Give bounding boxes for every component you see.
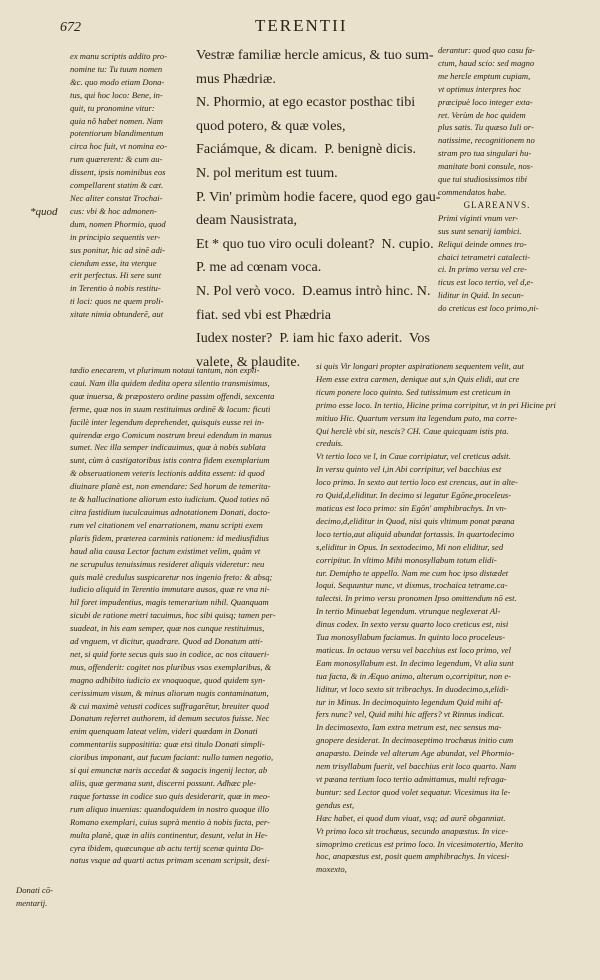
margin-note-quod: *quod [30, 206, 58, 218]
text-line: nomine tu: Tu tuum nomen [70, 63, 163, 74]
margin-note-line: mentarij. [16, 897, 48, 908]
verse-line: valete, & plaudite. [196, 353, 301, 370]
commentary-line: nem trisyllabum fuerit, vel bacchius erit loco quarto. Nam [316, 761, 517, 772]
commentary-line: Vt primo loco sit trochæus, secundo anapæstus. In vice- [316, 825, 509, 836]
commentary-line: quirendæ ergo Comicum nostrum breui edendum in manus [70, 429, 272, 440]
commentary-line: primo esse loco. In tertio, Hicine prima corripitur, vt in pri Hicine pri [316, 399, 556, 410]
commentary-line: mitiuo Hic. Quartum versum ita legendum puto, ma corre- [316, 412, 518, 423]
text-line: præcipuè loco integer exta- [438, 96, 533, 107]
commentary-line: vt pæana tertium loco tertio admittamus, multi refraga- [316, 774, 507, 784]
commentary-line: facilè inter legendum deprehendet, quisquis eusse rei in- [70, 416, 265, 427]
play-text-column [196, 44, 441, 374]
commentary-line: magno adhibito iudicio ex vnoquoque, quod quidem syn- [70, 674, 266, 685]
text-line: commendatos habe. [438, 186, 507, 197]
text-line: ex manu scriptis addito pro- [70, 51, 168, 61]
text-line: vt optimus interpres hoc [438, 83, 521, 94]
commentary-line: tædio enecarem, vt plurimum notaui tantum, non expli- [70, 365, 260, 375]
text-line: cus: vbi & hoc admonen- [70, 205, 157, 216]
commentary-line: ticum ponere loco quinto. Sed tutissimum est creticum in [316, 386, 511, 397]
text-line: in Terentio à nobis restitu- [70, 283, 161, 294]
verse-line: P. Vin' primùm hodie facere, quod ego gau- [196, 188, 441, 205]
commentary-line: Eam monosyllabum est. In decimo legendum, Vt alia sunt [316, 657, 514, 668]
commentary-line: Romano exemplari, cuius suprà mentio à nobis facta, per- [70, 816, 270, 827]
commentary-line: Hæc habet, ei quod dum viuat, vsq; ad aurē obganniat. [316, 812, 506, 823]
commentary-line: cyra ibidem, quæcunque ab actu tertij scenæ quinta Do- [70, 842, 264, 853]
gloss-line: sus sunt senarij iambici. [438, 225, 522, 236]
commentary-line: mus, offenderit: cogitet nos pluribus vsos exemplaribus, & [70, 661, 272, 672]
text-line: rum quærerent: & cum au- [70, 154, 163, 165]
text-line: potentiorum blandimentum [70, 128, 164, 139]
commentary-line: Qui herclè vbi sit, nescis? CH. Caue quicquam istis pta. [316, 425, 509, 436]
commentary-line: cioribus imponant, aut fucum faciant: nullo tamen negotio, [70, 752, 274, 763]
commentary-line: rum vel citationem vel enarrationem, manu scripti exem [70, 519, 263, 530]
text-line: quit, tu pronomine vitur: [70, 102, 155, 113]
text-line: derantur: quod quo casu fa- [438, 45, 535, 55]
text-line: Nec aliter constat Trochai- [70, 192, 163, 203]
commentary-line: tur. Demipho te appello. Nam me cum hoc ipso distædet [316, 567, 509, 578]
verse-line: P. me ad cœnam voca. [196, 259, 322, 276]
commentary-line: loco primo. In sexto aut tertio loco est crencus, aut in alte- [316, 477, 518, 488]
commentary-line: natus vsque ad quarti actus primam scenam scripsit, desi- [70, 855, 270, 866]
commentary-line: ro Quid,d,eliditur. In decimo si legatur Egōne,proceleus- [316, 490, 512, 501]
commentary-line: tua facta, & in Æquo animo, alterum o,corripitur, non e- [316, 670, 512, 681]
commentary-line: maticus est loco primo: sin Egōn' amphibrachys. In vn- [316, 502, 507, 513]
verse-line: deam Nausistrata, [196, 212, 297, 229]
commentary-line: Tua monosyllabum faciamus. In quinto loco proceleus- [316, 632, 505, 643]
commentary-line: si quis Vir longari propter aspirationem sequentem velit, aut [316, 361, 524, 371]
gloss-line: liditur in Quid. In secun- [438, 290, 524, 301]
commentary-line: aliis, quæ germana sunt, discerni possunt. Adhæc ple- [70, 778, 257, 788]
commentary-line: maticus. In octauo versu vel bacchius est loco primo, vel [316, 644, 511, 655]
commentary-line: corripitur. In vltimo Mihi monosyllabum totum elidi- [316, 554, 497, 565]
commentary-line: gnopere desiderat. In decimoseptimo trochæus initio cum [316, 735, 514, 746]
text-line: ctum, haud scio: sed magno [438, 57, 535, 68]
text-line: dissent, ipsis nominibus eos [70, 167, 166, 178]
commentary-line: hoc, anapæstus est, posit quem amphibrachys. In vicesi- [316, 851, 510, 862]
gloss-line: Primi viginti vnum ver- [438, 212, 519, 223]
text-line: que tui studiosissimos tibi [438, 174, 528, 185]
commentary-line: s,eliditur in Opus. In sextodecimo, Mi non eliditur, sed [316, 541, 504, 552]
glareanus-heading: GLAREANVS. [463, 199, 531, 210]
lower-right-commentary [316, 360, 568, 876]
text-line: dum, nomen Phormio, quod [70, 218, 166, 229]
text-line: &c. quo modo etiam Dona- [70, 76, 165, 87]
commentary-line: te & hallucinatione aliorum esto iudicium. Quod toties nō [70, 494, 270, 505]
commentary-line: cerissimum visum, & minus aliorum nugis contaminatum, [70, 687, 269, 698]
commentary-line: si qui emunctæ naris accedat & sagacis ingenij lector, ab [70, 765, 268, 776]
commentary-line: commentariis supposititia: quæ etsi titulo Donati simpli- [70, 739, 265, 750]
commentary-line: In decimosexto, Iam extra metrum est, nec sensus ma- [316, 722, 502, 733]
text-line: ret. Verùm de hoc quidem [438, 109, 526, 120]
commentary-line: ferme, quæ nos in suum restituimus ordinē & locum: ficuti [70, 403, 271, 414]
text-line: manitate boni consule, nos- [438, 161, 533, 172]
text-line: circa hoc fuit, vt nomina eo- [70, 141, 168, 152]
commentary-line: moxexto, [316, 864, 347, 875]
text-line: tus, qui hoc loco: Bene, in- [70, 89, 163, 100]
commentary-line: ne scrupulus tenuissimus resideret aliquis videretur: neu [70, 558, 265, 569]
margin-note-line: Donati cō- [16, 885, 53, 895]
verse-line: Faciámque, & dicam. P. benignè dicis. [196, 141, 416, 158]
commentary-line: rum aliquo inuenias: quandoquidem in nostro quoque illo [70, 803, 270, 814]
right-commentary-column [438, 44, 556, 315]
commentary-line: net, si quid forte secus quis suo in codice, ac nos citaueri- [70, 648, 270, 659]
commentary-line: enim quenquam lateat velim, videri quædam in Donati [70, 726, 258, 737]
text-line: stram pro tua singulari hu- [438, 148, 532, 159]
commentary-line: anapæsto. Deinde vel alterum Age abundat, vel Phormio- [316, 748, 515, 759]
commentary-line: iudicio aliquid in Terentio immutare ausos, quæ re vna ni- [70, 584, 270, 595]
commentary-line: Hem esse extra carmen, denique aut s,in Quis elidi, aut cre [316, 373, 520, 384]
gloss-line: ticus est loco tertio, vel d,e- [438, 277, 534, 288]
commentary-line: sumet. Nec illa semper indicauimus, quæ à nobis sublata [70, 442, 266, 453]
text-line: erit perfectus. Hi sere sunt [70, 270, 162, 281]
commentary-line: simoprimo creticus est primo loco. In vicesimotertio, Merito [316, 838, 524, 849]
commentary-line: suadeat, in his eam semper, quæ nos cunque restituimus, [70, 623, 265, 634]
commentary-line: Donatum referret authorem, id demum secutos fuisse. Nec [70, 713, 270, 724]
commentary-line: caui. Nam illa quidem dedita opera silentio transmisimus, [70, 377, 270, 388]
commentary-line: tur in Minus. In decimoquinto legendum Quid mihi af- [316, 696, 503, 707]
left-commentary-column [70, 50, 190, 321]
commentary-line: talectsi. In primo versu pronomen Ipso omittendum nō est. [316, 593, 517, 604]
commentary-line: creduis. [316, 438, 344, 449]
commentary-line: raque fortasse in codice suo quis desiderarit, quæ in meo- [70, 790, 271, 801]
text-line: plus satis. Tu quæso Iuli or- [438, 122, 534, 133]
verse-line: N. Phormio, at ego ecastor posthac tibi [196, 94, 416, 111]
commentary-line: plaris fidem, præterea carminis rationem: id mediusfidius [70, 532, 270, 543]
commentary-line: gendus est, [316, 799, 355, 810]
commentary-line: quis malè credulus suspicaretur nos ingenio freto: & absq; [70, 571, 273, 582]
commentary-line: ad vnguem, vt dicitur, quadrare. Quod ad Donatum atti- [70, 636, 263, 647]
verse-line: fiat. sed vbi est Phædria [196, 306, 332, 323]
verse-line: N. Pol verò voco. D.eamus intrò hinc. N. [196, 282, 431, 299]
verse-line: Vestræ familiæ hercle amicus, & tuo sum- [196, 47, 434, 63]
text-line: xitate nimia obtunderē, aut [70, 309, 164, 320]
commentary-line: buntur: sed Lector quod volet sequatur. Vicesimus ita le- [316, 786, 511, 797]
commentary-line: hil foret impudentius, magis temerarium nihil. Quanquam [70, 597, 269, 608]
running-head: TERENTII [255, 16, 348, 35]
commentary-line: dinus codex. In sexto versu quarto loco creticus est, nisi [316, 619, 509, 630]
commentary-line: & cui maximè vetusti codices suffragarētur, breuiter quod [70, 700, 269, 711]
text-line: compellarent statim & cæt. [70, 180, 164, 191]
margin-note-donati [16, 884, 68, 910]
gloss-line: Reliqui deinde omnes tro- [438, 238, 527, 249]
text-line: sus ponitur, hic ad sinē adi- [70, 244, 166, 255]
commentary-line: & obseruationem veteris lectionis addita essent: id quod [70, 468, 265, 479]
commentary-line: In versu quinto vel i,in Abi corripitur, vel bacchius est [316, 464, 502, 475]
lower-left-commentary [70, 364, 316, 867]
text-line: natissime, recognitionem no [438, 135, 535, 146]
gloss-line: chaici tetrametri catalecti- [438, 251, 531, 262]
commentary-line: citra fastidium iuculcauimus adnotationem Donati, docto- [70, 506, 271, 517]
commentary-line: decimo,d,eliditur in Quod, nisi quis vltimum ponat pæana [316, 515, 515, 526]
commentary-line: loco tertio,aut aliquid abundat fortassis. In quartodecimo [316, 528, 515, 539]
text-line: ciendum esse, ita vterque [70, 257, 157, 268]
text-line: in principio sequentis ver- [70, 231, 161, 242]
verse-line: N. pol meritum est tuum. [196, 164, 338, 181]
commentary-line: haud alia causa Lector factum existimet velim, quàm vt [70, 545, 261, 556]
commentary-line: Vt tertio loco ve l, in Caue corripiatur, vel creticus adsit. [316, 451, 511, 462]
verse-line: quod potero, & quæ voles, [196, 117, 346, 134]
gloss-line: ci. In primo versu vel cre- [438, 264, 527, 275]
commentary-line: diuinare planè est, non emendare: Sed horum de temerita- [70, 481, 271, 492]
commentary-line: fers nunc? vel, Quid mihi hic affers? vt Rinnus indicat. [316, 709, 505, 720]
verse-line: mus Phædriæ. [196, 70, 276, 87]
commentary-line: quæ inuersa, & præpostero ordine passim offendi, sexcenta [70, 390, 275, 401]
gloss-line: do creticus est loco primo,ni- [438, 303, 539, 314]
verse-line: Et * quo tuo viro oculi doleant? N. cupio. [196, 235, 434, 252]
text-line: ti loci: quos ne quem proli- [70, 296, 164, 307]
text-line: me hercle emptum cupiam, [438, 70, 531, 81]
commentary-line: loqui. Sequuntur nunc, vt dixmus, trochaica tetrame.ca- [316, 580, 508, 591]
page-number: 672 [60, 20, 81, 35]
commentary-line: sunt, cùm à castigatoribus istis contra fidem exemplarium [70, 455, 270, 466]
commentary-line: multa planè, quæ in aliis continentur, desunt, velut in He- [70, 829, 268, 840]
commentary-line: sicubi de ratione metri tacuimus, hoc sibi quisq; tamen per- [70, 610, 276, 621]
text-line: quia nô habet nomen. Nam [70, 115, 163, 126]
commentary-line: liditur, vt loco sexto sit tribrachys. In duodecimo,s,elidi- [316, 683, 509, 694]
commentary-line: In tertio Minuebat legendum. vtrunque neglexerat Al- [316, 606, 501, 617]
verse-line: Iudex noster? P. iam hic faxo aderit. Vos [196, 330, 430, 347]
